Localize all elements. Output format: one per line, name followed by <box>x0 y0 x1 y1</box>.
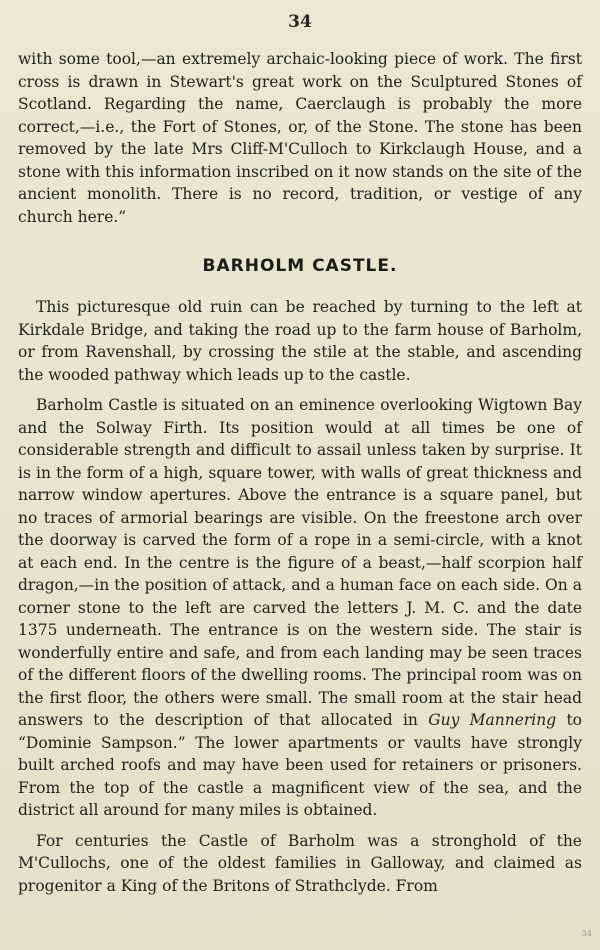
continued-paragraph: with some tool,—an extremely archaic-looking piece of work. The first cross is drawn in Stewart's great work on the Sculptured Stones of Scotland. Regarding the name, Caerclaugh is probably the more correct,—i.e., the Fort of Stones, or, of the Stone. The stone has been removed by the late Mrs Cliff-M'Culloch to Kirkclaugh House, and a stone with this information inscribed on it now stands on the site of the ancient monolith. There is no record, tradition, or vestige of any church here.” <box>18 50 582 226</box>
book-title-italic: Guy Mannering <box>428 711 557 729</box>
paragraph-description-part2: to “Dominie Sampson.” The lower apartments or vaults have strongly built arched roofs and may have been used for retainers or prisoners. From the top of the castle a magnificent view of the sea, and the district all around for many miles is obtained. <box>18 711 582 819</box>
section-title: BARHOLM CASTLE. <box>202 256 398 276</box>
paragraph-access: This picturesque old ruin can be reached by turning to the left at Kirkdale Bridge, and taking the road up to the farm house of Barholm, or from Ravenshall, by crossing the stile at the stable, and ascending the wooded pathway which leads up to the castle. <box>18 298 582 384</box>
paragraph-history: For centuries the Castle of Barholm was a stronghold of the M'Cullochs, one of the oldest families in Galloway, and claimed as progenitor a King of the Britons of Strathclyde. From <box>18 831 582 895</box>
paragraph-description <box>18 394 582 822</box>
page-body <box>18 48 582 897</box>
paragraph-description-part1: Barholm Castle is situated on an eminence overlooking Wigtown Bay and the Solway Firth. Its position would at all times be one of considerable strength and difficult to assail unless taken by surprise. It is in the form of a high, square tower, with walls of great thickness and narrow window apertures. Above the entrance is a square panel, but no traces of armorial bearings are visible. On the freestone arch over the doorway is carved the form of a rope in a semi-circle, with a knot at each end. In the centre is the figure of a beast,—half scorpion half dragon,—in the position of attack, and a human face on each side. On a corner stone to the left are carved the letters J. M. C. and the date 1375 underneath. The entrance is on the western side. The stair is wonderfully entire and safe, and from each landing may be seen traces of the different floors of the dwelling rooms. The principal room was on the first floor, the others were small. The small room at the stair head answers to the description of that allocated in <box>18 396 582 729</box>
corner-mark: 34 <box>581 929 592 938</box>
page-number: 34 <box>288 12 312 32</box>
